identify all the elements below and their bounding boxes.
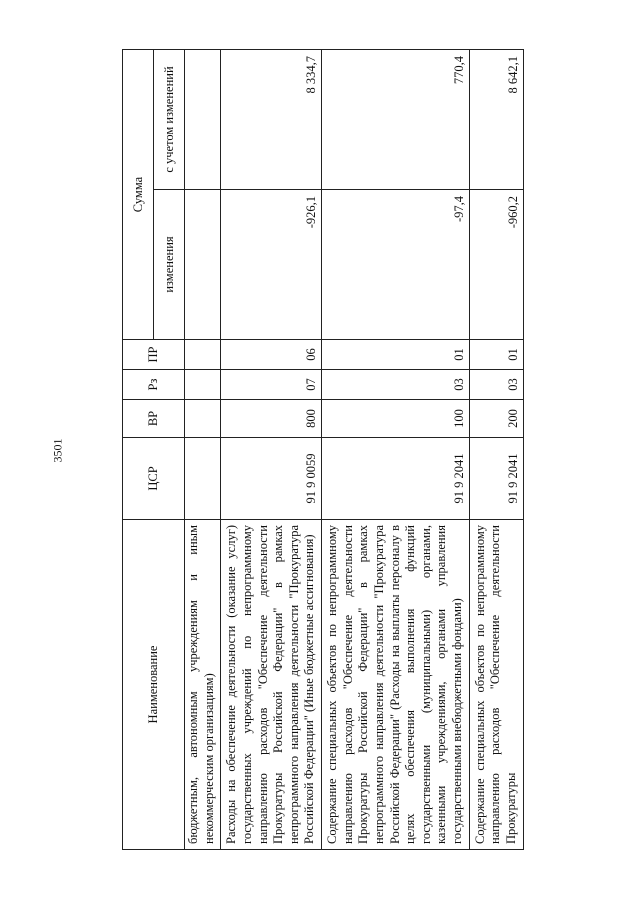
row-pr: 06 (221, 340, 322, 370)
row-change: -926,1 (221, 190, 322, 340)
header-sum: Сумма (123, 50, 154, 340)
row-pr: 01 (469, 340, 523, 370)
row-name: Содержание специальных объектов по непрограммному направлению расходов "Обеспечение деятельности Прокуратуры Российской Федерации" в рамках непрограммного направления деятельности "Прокуратура Российской Федерации" (Расходы на выплаты персоналу в целях обеспечения выполнения функций государственными (муниципальными) органами, казенными учреждениями, органами управления государственными внебюджетными фондами) (322, 520, 470, 850)
row-rz: 03 (469, 370, 523, 400)
row-change: -97,4 (322, 190, 470, 340)
row-change (185, 190, 221, 340)
row-csr: 91 9 0059 (221, 438, 322, 520)
row-rz: 07 (221, 370, 322, 400)
row-vr: 100 (322, 400, 470, 438)
header-vr: ВР (123, 400, 185, 438)
header-pr: ПР (123, 340, 185, 370)
budget-table-sheet (122, 50, 622, 850)
row-csr: 91 9 2041 (322, 438, 470, 520)
table-row (185, 50, 221, 850)
row-name: Содержание специальных объектов по непрограммному направлению расходов "Обеспечение деятельности Прокуратуры (469, 520, 523, 850)
page-number: 3501 (50, 438, 65, 463)
row-vr (185, 400, 221, 438)
table-row (221, 50, 322, 850)
header-name: Наименование (123, 520, 185, 850)
row-vr: 800 (221, 400, 322, 438)
row-name: Расходы на обеспечение деятельности (оказание услуг) государственных учреждений по непрограммному направлению расходов "Обеспечение деятельности Прокуратуры Российской Федерации" в рамках непрограммного направления деятельности "Прокуратура Российской Федерации" (Иные бюджетные ассигнования) (221, 520, 322, 850)
row-pr: 01 (322, 340, 470, 370)
row-change: -960,2 (469, 190, 523, 340)
header-with-changes: с учетом изменений (154, 50, 185, 190)
table-row (322, 50, 470, 850)
budget-table (122, 49, 524, 850)
row-rz (185, 370, 221, 400)
table-row (469, 50, 523, 850)
header-rz: Рз (123, 370, 185, 400)
header-csr: ЦСР (123, 438, 185, 520)
row-total: 770,4 (322, 50, 470, 190)
row-pr (185, 340, 221, 370)
row-csr (185, 438, 221, 520)
row-csr: 91 9 2041 (469, 438, 523, 520)
row-vr: 200 (469, 400, 523, 438)
header-change: изменения (154, 190, 185, 340)
row-total: 8 642,1 (469, 50, 523, 190)
row-total (185, 50, 221, 190)
row-rz: 03 (322, 370, 470, 400)
header-row-top (123, 50, 154, 850)
row-name: бюджетным, автономным учреждениям и иным некоммерческим организациям) (185, 520, 221, 850)
row-total: 8 334,7 (221, 50, 322, 190)
